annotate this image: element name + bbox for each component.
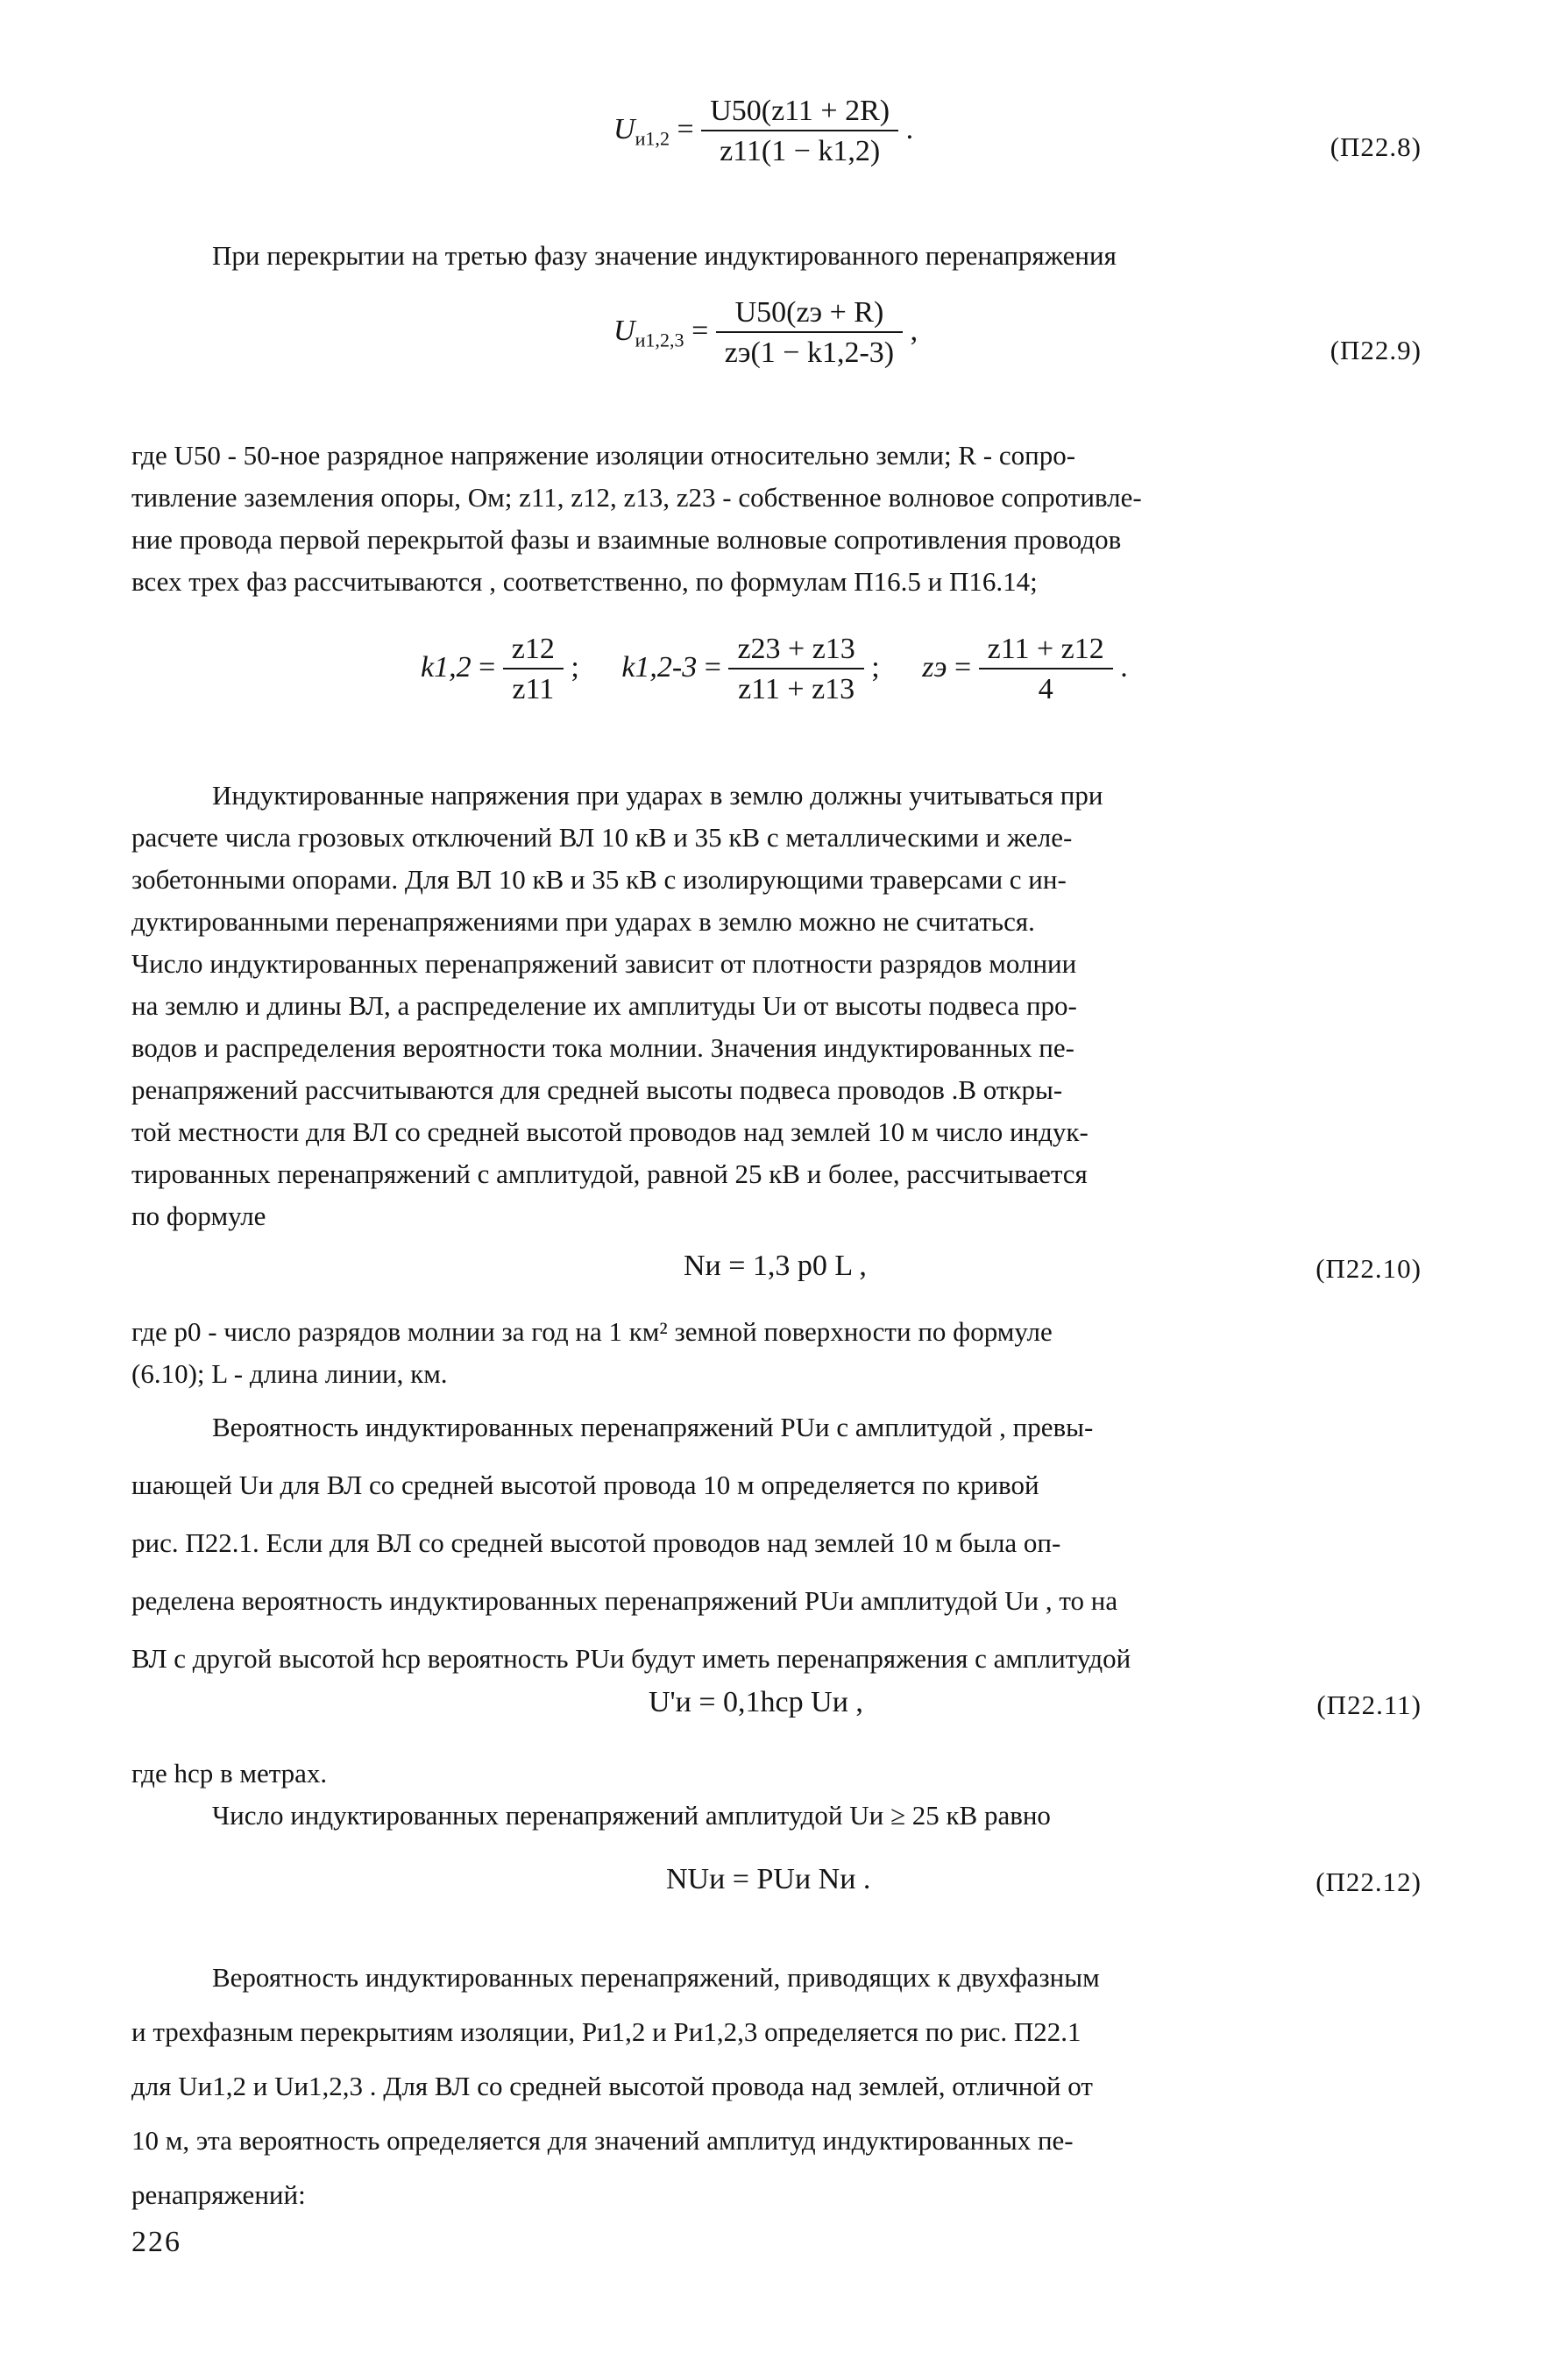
fraction-numerator: U50(zэ + R) — [716, 296, 903, 333]
k123-symbol: k1,2-3 — [621, 650, 698, 684]
text-line: Число индуктированных перенапряжений амплитудой Uи ≥ 25 кВ равно — [212, 1800, 1051, 1831]
formula-p22-10: Nи = 1,3 p0 L , — [684, 1250, 867, 1282]
k12-fraction — [503, 633, 564, 706]
text-line: всех трех фаз рассчитываются , соответственно, по формулам П16.5 и П16.14; — [131, 566, 1038, 597]
text-line: тивление заземления опоры, Ом; z11, z12, z13, z23 - собственное волновое сопротивле- — [131, 482, 1142, 513]
fraction-denominator: 4 — [1038, 673, 1053, 705]
height-note — [131, 1753, 1420, 1795]
count-paragraph — [131, 1795, 1420, 1837]
equation-number: (П22.9) — [1330, 335, 1422, 365]
text-line: При перекрытии на третью фазу значение индуктированного перенапряжения — [212, 240, 1117, 271]
fraction-numerator: z11 + z12 — [979, 633, 1113, 669]
text-line: зобетонными опорами. Для ВЛ 10 кВ и 35 кВ с изолирующими траверсами с ин- — [131, 864, 1067, 895]
equation-number: (П22.8) — [1330, 131, 1422, 162]
induced-voltage-paragraph — [131, 775, 1420, 1237]
text-line: ренапряжений: — [131, 2179, 306, 2210]
probability-paragraph — [131, 1399, 1420, 1688]
text-line: расчете числа грозовых отключений ВЛ 10 кВ и 35 кВ с металлическими и желе- — [131, 822, 1073, 853]
text-line: ренапряжений рассчитываются для средней высоты подвеса проводов .В откры- — [131, 1074, 1063, 1105]
ze-fraction — [979, 633, 1113, 706]
text-line: на землю и длины ВЛ, а распределение их амплитуды Uи от высоты подвеса про- — [131, 990, 1077, 1021]
text-line: рис. П22.1. Если для ВЛ со средней высотой проводов над землей 10 м была оп- — [131, 1527, 1061, 1558]
formula-p22-8: $U_{и1,2}$ = $\frac{U50(z11 + 2R)}{z11(1 - k1,2)}$ . — [613, 95, 914, 167]
fraction-denominator: z11 + z13 — [738, 673, 855, 705]
text-line: где U50 - 50-ное разрядное напряжение изоляции относительно земли; R - сопро- — [131, 440, 1076, 471]
formula-coefficients: k1,2 = $\frac{z12}{z11}$ ; k1,2-3 = $\frac{z23 + z13}{z11 + z13}$ ; zэ = $\frac{z11 + z12}{4}$ . — [421, 633, 1128, 705]
text-line: 10 м, эта вероятность определяется для значений амплитуд индуктированных пе- — [131, 2125, 1074, 2156]
text-line: и трехфазным перекрытиям изоляции, Pи1,2 и Pи1,2,3 определяется по рис. П22.1 — [131, 2016, 1081, 2047]
ze-symbol: zэ — [922, 650, 947, 684]
text-line: по формуле — [131, 1201, 266, 1231]
text-line: где p0 - число разрядов молнии за год на 1 км² земной поверхности по формуле — [131, 1316, 1053, 1347]
formula-fraction — [716, 296, 903, 370]
text-line: Вероятность индуктированных перенапряжений PUи с амплитудой , превы- — [212, 1412, 1094, 1442]
formula-lhs: U — [613, 112, 635, 145]
text-line: Индуктированные напряжения при ударах в землю должны учитываться при — [212, 780, 1103, 811]
intro-paragraph — [131, 235, 1420, 277]
text-line: тированных перенапряжений с амплитудой, равной 25 кВ и более, рассчитывается — [131, 1158, 1088, 1189]
text-line: для Uи1,2 и Uи1,2,3 . Для ВЛ со средней высотой провода над землей, отличной от — [131, 2071, 1093, 2101]
text-line: где hср в метрах. — [131, 1758, 328, 1789]
formula-lhs: U — [613, 314, 635, 347]
formula-p22-12: NUи = PUи Nи . — [666, 1863, 871, 1895]
text-line: водов и распределения вероятности тока молнии. Значения индуктированных пе- — [131, 1032, 1074, 1063]
equation-number: (П22.12) — [1315, 1866, 1422, 1897]
fraction-numerator: U50(z11 + 2R) — [701, 95, 898, 131]
equation-number: (П22.10) — [1315, 1253, 1422, 1284]
fraction-numerator: z23 + z13 — [728, 633, 863, 669]
fraction-denominator: z11 — [512, 673, 555, 705]
k12-symbol: k1,2 — [421, 650, 472, 684]
formula-p22-11: U'и = 0,1hср Uи , — [649, 1686, 863, 1718]
formula-fraction — [701, 95, 898, 168]
text-line: дуктированными перенапряжениями при ударах в землю можно не считаться. — [131, 906, 1035, 937]
text-line: шающей Uи для ВЛ со средней высотой провода 10 м определяется по кривой — [131, 1470, 1039, 1500]
fraction-numerator: z12 — [503, 633, 564, 669]
equation-number: (П22.11) — [1316, 1689, 1422, 1720]
multiphase-paragraph — [131, 1951, 1420, 2222]
definitions-paragraph-2 — [131, 1311, 1420, 1395]
text-line: той местности для ВЛ со средней высотой проводов над землей 10 м число индук- — [131, 1116, 1089, 1147]
text-line: ние провода первой перекрытой фазы и взаимные волновые сопротивления проводов — [131, 524, 1122, 555]
page-number: 226 — [131, 2226, 181, 2258]
fraction-denominator: zэ(1 − k1,2-3) — [724, 336, 895, 369]
text-line: (6.10); L - длина линии, км. — [131, 1358, 448, 1389]
text-line: ределена вероятность индуктированных перенапряжений PUи амплитудой Uи , то на — [131, 1585, 1118, 1616]
text-line: Число индуктированных перенапряжений зависит от плотности разрядов молнии — [131, 948, 1077, 979]
fraction-denominator: z11(1 − k1,2) — [720, 135, 881, 167]
definitions-paragraph — [131, 435, 1420, 603]
formula-lhs-subscript: и1,2,3 — [635, 329, 684, 351]
formula-p22-9: $U_{и1,2,3}$ = $\frac{U50(zэ + R)}{zэ(1 - k1,2-3)}$ , — [613, 296, 918, 369]
text-line: Вероятность индуктированных перенапряжений, приводящих к двухфазным — [212, 1962, 1100, 1993]
k123-fraction — [728, 633, 863, 706]
text-line: ВЛ с другой высотой hср вероятность PUи будут иметь перенапряжения с амплитудой — [131, 1643, 1131, 1674]
formula-lhs-subscript: и1,2 — [635, 127, 670, 150]
